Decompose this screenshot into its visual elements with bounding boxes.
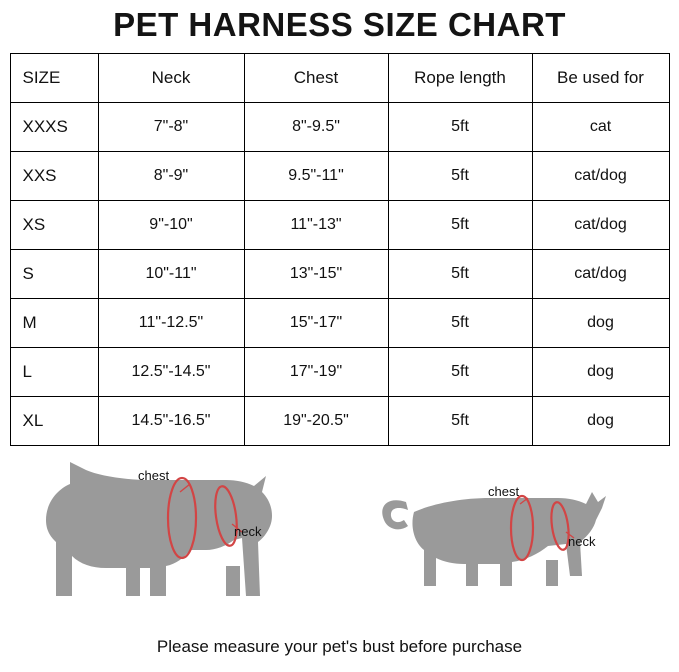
cell-chest: 9.5"-11"	[244, 151, 388, 200]
cell-rope-length: 5ft	[388, 151, 532, 200]
footer-note: Please measure your pet's bust before purchase	[156, 636, 523, 656]
cat-figure	[370, 446, 660, 636]
table-row	[10, 151, 669, 200]
cell-size: M	[10, 298, 98, 347]
cell-rope-length: 5ft	[388, 200, 532, 249]
cell-be-used-for: dog	[532, 396, 669, 445]
cat-illustration-svg	[370, 446, 660, 631]
cell-chest: 11"-13"	[244, 200, 388, 249]
cell-neck: 8"-9"	[98, 151, 244, 200]
measurement-illustrations	[10, 446, 669, 631]
cell-size: XL	[10, 396, 98, 445]
column-header-neck: Neck	[98, 53, 244, 102]
cell-size: XS	[10, 200, 98, 249]
cell-size: S	[10, 249, 98, 298]
cell-be-used-for: cat	[532, 102, 669, 151]
dog-illustration-svg	[30, 446, 330, 631]
table-row	[10, 102, 669, 151]
cell-neck: 12.5"-14.5"	[98, 347, 244, 396]
cell-neck: 14.5"-16.5"	[98, 396, 244, 445]
cell-rope-length: 5ft	[388, 347, 532, 396]
cell-neck: 11"-12.5"	[98, 298, 244, 347]
cell-chest: 15"-17"	[244, 298, 388, 347]
cell-be-used-for: dog	[532, 298, 669, 347]
cat-chest-label: chest	[488, 483, 520, 499]
cat-neck-label: neck	[568, 533, 596, 549]
dog-figure	[30, 446, 330, 636]
table-header-row	[10, 53, 669, 102]
table-row	[10, 396, 669, 445]
cell-neck: 10"-11"	[98, 249, 244, 298]
cell-size: L	[10, 347, 98, 396]
table-row	[10, 347, 669, 396]
cell-rope-length: 5ft	[388, 396, 532, 445]
dog-neck-label: neck	[234, 523, 262, 539]
cell-rope-length: 5ft	[388, 298, 532, 347]
column-header-chest: Chest	[244, 53, 388, 102]
column-header-size: SIZE	[10, 53, 98, 102]
cell-chest: 19"-20.5"	[244, 396, 388, 445]
cell-chest: 8"-9.5"	[244, 102, 388, 151]
table-row	[10, 298, 669, 347]
cell-size: XXXS	[10, 102, 98, 151]
cell-neck: 9"-10"	[98, 200, 244, 249]
page-title: PET HARNESS SIZE CHART	[113, 6, 566, 43]
cell-rope-length: 5ft	[388, 102, 532, 151]
cell-be-used-for: cat/dog	[532, 200, 669, 249]
cell-chest: 13"-15"	[244, 249, 388, 298]
cell-be-used-for: dog	[532, 347, 669, 396]
cell-size: XXS	[10, 151, 98, 200]
cell-be-used-for: cat/dog	[532, 249, 669, 298]
cell-neck: 7"-8"	[98, 102, 244, 151]
cell-be-used-for: cat/dog	[532, 151, 669, 200]
column-header-be-used-for: Be used for	[532, 53, 669, 102]
size-chart-table	[10, 53, 670, 446]
table-row	[10, 200, 669, 249]
cell-chest: 17"-19"	[244, 347, 388, 396]
table-row	[10, 249, 669, 298]
cell-rope-length: 5ft	[388, 249, 532, 298]
column-header-rope-length: Rope length	[388, 53, 532, 102]
dog-chest-label: chest	[138, 467, 170, 483]
